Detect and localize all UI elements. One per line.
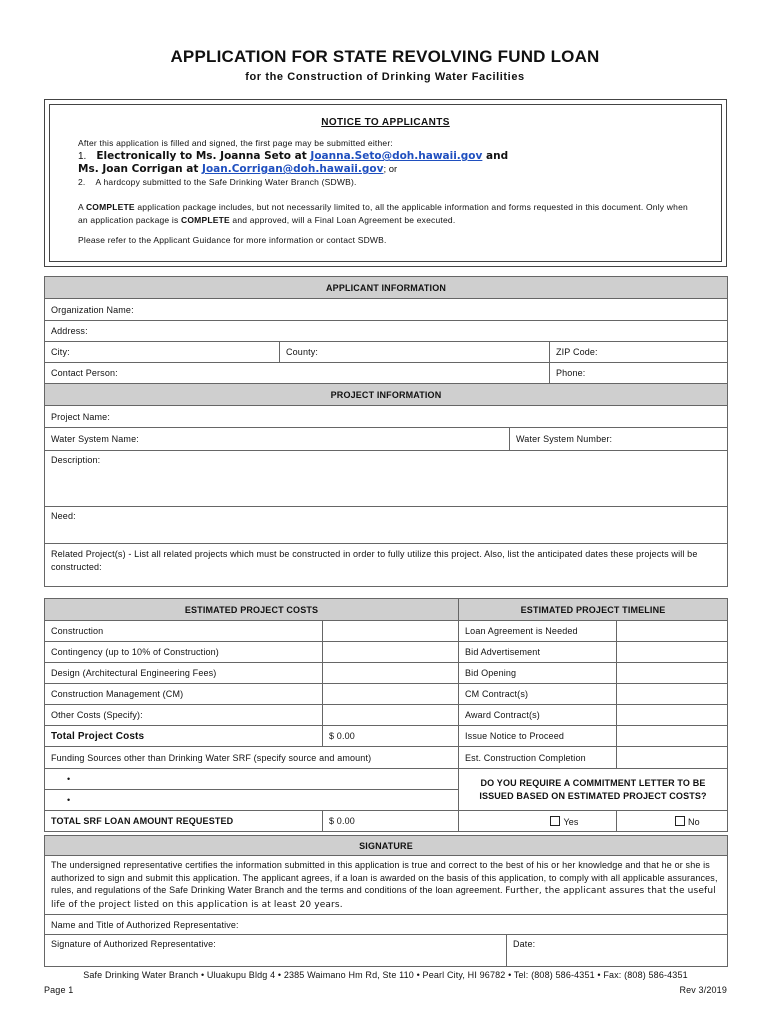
timeline-label-cm-contracts: CM Contract(s) — [459, 684, 617, 705]
description-field[interactable]: Description: — [45, 451, 728, 507]
timeline-input-award-contracts[interactable] — [617, 705, 728, 726]
yes-checkbox[interactable] — [550, 816, 560, 826]
timeline-label-bid-advertisement: Bid Advertisement — [459, 642, 617, 663]
notice-item-1b-or: ; or — [383, 164, 398, 175]
total-project-costs-label: Total Project Costs — [45, 726, 323, 747]
water-system-name-field[interactable]: Water System Name: — [45, 428, 510, 451]
page-subtitle: for the Construction of Drinking Water Facilities — [245, 71, 525, 83]
total-project-costs-value: $ 0.00 — [323, 726, 459, 747]
notice-item-1 — [78, 150, 693, 163]
zip-code-field[interactable]: ZIP Code: — [550, 342, 728, 363]
notice-heading: NOTICE TO APPLICANTS — [321, 117, 450, 128]
applicant-project-table — [44, 276, 728, 587]
notice-inner-box — [49, 104, 722, 262]
commitment-no-option[interactable] — [617, 811, 728, 832]
funding-source-2[interactable]: • — [45, 790, 459, 811]
city-field[interactable]: City: — [45, 342, 280, 363]
cost-label-design: Design (Architectural Engineering Fees) — [45, 663, 323, 684]
signature-certification-text: The undersigned representative certifies the information submitted in this application is true and correct to the best of his or her knowledge and that he or she is authorized to sign and submit this application. The applicant agrees, if a loan is awarded on the basis of this application, to comply with all applicable assurances, rules, and regulations of the Safe Drinking Water Branch and the terms and conditions of the loan agreement. Further, the applicant assures that the useful life of the project listed on this application is at least 20 years. — [45, 856, 728, 915]
water-system-number-field[interactable]: Water System Number: — [510, 428, 728, 451]
authorized-rep-name-title-field[interactable]: Name and Title of Authorized Representative: — [45, 915, 728, 935]
estimated-costs-heading: ESTIMATED PROJECT COSTS — [45, 599, 459, 621]
timeline-label-notice-to-proceed: Issue Notice to Proceed — [459, 726, 617, 747]
timeline-input-bid-advertisement[interactable] — [617, 642, 728, 663]
signature-heading: SIGNATURE — [45, 836, 728, 856]
timeline-input-construction-completion[interactable] — [617, 747, 728, 769]
complete-emphasis-2: COMPLETE — [181, 215, 230, 225]
notice-item-2-number: 2. — [78, 177, 86, 187]
notice-item-2 — [78, 176, 693, 189]
cost-input-design[interactable] — [323, 663, 459, 684]
commitment-letter-question: DO YOU REQUIRE A COMMITMENT LETTER TO BE ISSUED BASED ON ESTIMATED PROJECT COSTS? — [459, 769, 728, 811]
page-footer — [44, 970, 727, 995]
cost-input-other[interactable] — [323, 705, 459, 726]
notice-item-1b — [78, 163, 693, 176]
related-projects-field[interactable]: Related Project(s) - List all related projects which must be constructed in order to fully utilize this project. Also, list the anticipated dates these projects will be constructed: — [45, 544, 728, 587]
address-field[interactable]: Address: — [45, 321, 728, 342]
funding-sources-label: Funding Sources other than Drinking Water SRF (specify source and amount) — [45, 747, 459, 769]
timeline-input-loan-agreement[interactable] — [617, 621, 728, 642]
applicant-info-heading: APPLICANT INFORMATION — [45, 277, 728, 299]
email-link-joan-corrigan[interactable]: Joan.Corrigan@doh.hawaii.gov — [202, 163, 384, 175]
notice-item-1-text: Electronically to Ms. Joanna Seto at — [96, 150, 311, 162]
county-field[interactable]: County: — [280, 342, 550, 363]
timeline-label-loan-agreement: Loan Agreement is Needed — [459, 621, 617, 642]
timeline-label-award-contracts: Award Contract(s) — [459, 705, 617, 726]
organization-name-field[interactable]: Organization Name: — [45, 299, 728, 321]
timeline-label-bid-opening: Bid Opening — [459, 663, 617, 684]
notice-item-1-and: and — [482, 150, 509, 162]
signature-date-field[interactable]: Date: — [507, 935, 728, 967]
yes-label: Yes — [563, 816, 579, 827]
cost-input-construction[interactable] — [323, 621, 459, 642]
notice-refer: Please refer to the Applicant Guidance for more information or contact SDWB. — [78, 235, 387, 245]
page-number: Page 1 — [44, 985, 74, 995]
project-info-header-row — [45, 384, 728, 406]
cost-label-construction: Construction — [45, 621, 323, 642]
project-name-field[interactable]: Project Name: — [45, 406, 728, 428]
funding-source-1[interactable]: • — [45, 769, 459, 790]
project-info-heading: PROJECT INFORMATION — [45, 384, 728, 406]
no-label: No — [688, 816, 700, 827]
timeline-input-bid-opening[interactable] — [617, 663, 728, 684]
cost-label-other[interactable]: Other Costs (Specify): — [45, 705, 323, 726]
page-title: APPLICATION FOR STATE REVOLVING FUND LOAN — [170, 47, 600, 66]
notice-item-2-text: A hardcopy submitted to the Safe Drinking Water Branch (SDWB). — [95, 177, 357, 187]
notice-box — [44, 99, 727, 267]
total-srf-loan-label: TOTAL SRF LOAN AMOUNT REQUESTED — [45, 811, 323, 832]
notice-item-1-number: 1. — [78, 151, 87, 162]
cost-label-construction-management: Construction Management (CM) — [45, 684, 323, 705]
total-srf-loan-value: $ 0.00 — [323, 811, 459, 832]
cost-input-contingency[interactable] — [323, 642, 459, 663]
timeline-input-notice-to-proceed[interactable] — [617, 726, 728, 747]
contact-person-field[interactable]: Contact Person: — [45, 363, 550, 384]
costs-timeline-table — [44, 598, 728, 832]
no-checkbox[interactable] — [675, 816, 685, 826]
phone-field[interactable]: Phone: — [550, 363, 728, 384]
cost-input-construction-management[interactable] — [323, 684, 459, 705]
commitment-yes-option[interactable] — [459, 811, 617, 832]
notice-intro: After this application is filled and signed, the first page may be submitted either: — [78, 138, 393, 148]
applicant-info-header-row — [45, 277, 728, 299]
timeline-input-cm-contracts[interactable] — [617, 684, 728, 705]
estimated-timeline-heading: ESTIMATED PROJECT TIMELINE — [459, 599, 728, 621]
notice-item-1b-text: Ms. Joan Corrigan at — [78, 163, 203, 175]
cost-label-contingency: Contingency (up to 10% of Construction) — [45, 642, 323, 663]
complete-emphasis: COMPLETE — [85, 202, 135, 212]
timeline-label-construction-completion: Est. Construction Completion — [459, 747, 617, 769]
notice-complete-paragraph: A COMPLETE application package includes, but not necessarily limited to, all the applicable information and forms requested in this document. Only when an application package is COMPLETE and approved, will a Final Loan Agreement be executed. — [78, 202, 688, 225]
footer-address: Safe Drinking Water Branch • Uluakupu Bldg 4 • 2385 Waimano Hm Rd, Ste 110 • Pearl City, HI 96782 • Tel: (808) 586-4351 • Fax: (808) 586-4351 — [83, 970, 688, 980]
need-field[interactable]: Need: — [45, 507, 728, 544]
signature-table — [44, 835, 728, 967]
authorized-rep-signature-field[interactable]: Signature of Authorized Representative: — [45, 935, 507, 967]
revision-label: Rev 3/2019 — [679, 985, 727, 995]
email-link-joanna-seto[interactable]: Joanna.Seto@doh.hawaii.gov — [310, 150, 483, 162]
